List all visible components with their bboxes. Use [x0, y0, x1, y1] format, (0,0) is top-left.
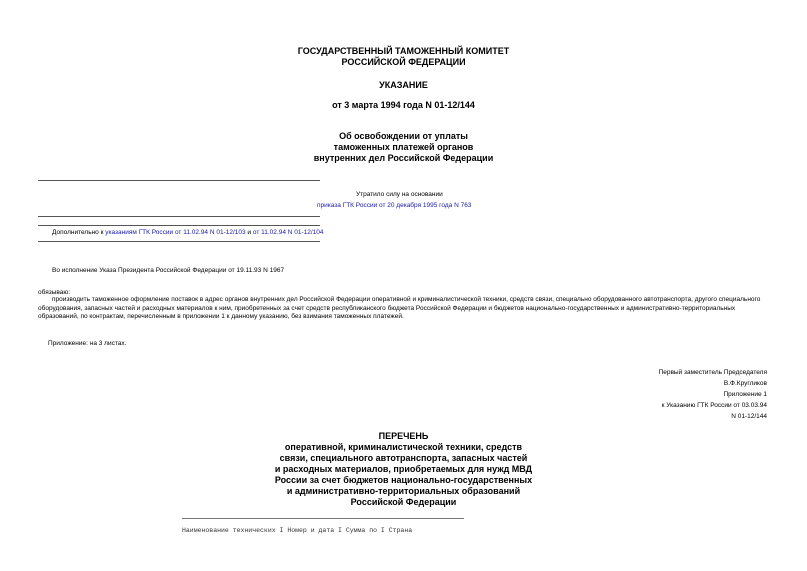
list-title: ПЕРЕЧЕНЬ — [378, 431, 429, 441]
list-subtitle-line: связи, специального автотранспорта, запасных частей — [279, 453, 528, 463]
title-line-2: таможенных платежей органов — [333, 142, 474, 152]
divider — [38, 241, 320, 242]
amendment-prefix: Дополнительно к — [52, 229, 106, 236]
divider — [38, 180, 320, 181]
table-header-row: Наименование технических I Номер и дата I Сумма по I Страна — [182, 527, 413, 534]
signatory-position: Первый заместитель Председателя — [658, 369, 767, 376]
title-line-3: внутренних дел Российской Федерации — [313, 153, 494, 163]
repeal-order-link[interactable]: приказа ГТК России от 20 декабря 1995 года N 763 — [317, 202, 472, 209]
divider — [38, 216, 320, 217]
status-note: Утратило силу на основании — [356, 191, 443, 198]
signatory-name: В.Ф.Кругликов — [723, 380, 767, 387]
amendment-link-103[interactable]: указаниям ГТК России от 11.02.94 N 01-12/103 — [105, 229, 246, 236]
amendment-note — [52, 228, 324, 237]
list-subtitle-line: и административно-территориальных образований — [286, 486, 521, 496]
table-top-rule — [182, 518, 464, 519]
amendment-joiner: и — [245, 229, 253, 236]
divider — [38, 225, 320, 226]
document-date: от 3 марта 1994 года N 01-12/144 — [332, 100, 475, 110]
amendment-link-104[interactable]: от 11.02.94 N 01-12/104 — [252, 229, 324, 236]
main-paragraph: производить таможенное оформление поставок в адрес органов внутренних дел Российской Федерации оперативной и криминалистической техники, средств связи, специально оборудованного автотранспорта, другого специального оборудования, запасных частей и расходных материалов к ним, приобретенных за счет средств республиканского бюджета Российской Федерации и бюджетов национально-государственных и административно-территориальных образований, по контрактам, перечисленным в приложении 1 к данному указанию, без взимания таможенных платежей. — [38, 296, 761, 321]
obliges-text: обязываю: — [38, 289, 71, 296]
list-subtitle-line: Российской Федерации — [350, 497, 457, 507]
title-line-1: Об освобождении от уплаты — [339, 131, 468, 141]
issuer-line-2: РОССИЙСКОЙ ФЕДЕРАЦИИ — [341, 57, 466, 67]
list-subtitle-line: оперативной, криминалистической техники, средств — [284, 442, 523, 452]
intro-text: Во исполнение Указа Президента Российской Федерации от 19.11.93 N 1967 — [52, 267, 285, 274]
list-subtitle-line: и расходных материалов, приобретаемых для нужд МВД — [274, 464, 533, 474]
attachment-note: Приложение: на 3 листах. — [48, 340, 127, 347]
appendix-reference: к Указанию ГТК России от 03.03.94 — [661, 402, 767, 409]
list-subtitle-line: России за счет бюджетов национально-государственных — [274, 475, 533, 485]
appendix-number: N 01-12/144 — [731, 413, 767, 420]
document-type: УКАЗАНИЕ — [379, 80, 428, 90]
issuer-line-1: ГОСУДАРСТВЕННЫЙ ТАМОЖЕННЫЙ КОМИТЕТ — [297, 46, 510, 56]
appendix-label: Приложение 1 — [723, 391, 767, 398]
